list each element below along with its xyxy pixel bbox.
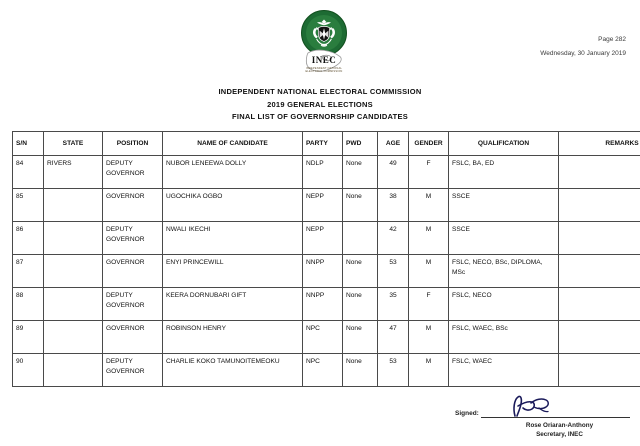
cell-qualification: SSCE — [449, 222, 559, 255]
column-header-pwd: PWD — [343, 132, 378, 156]
coat-of-arms-svg — [306, 15, 342, 51]
table-row — [13, 255, 640, 288]
page-meta — [540, 36, 626, 57]
cell-state — [44, 255, 103, 288]
cell-state: RIVERS — [44, 156, 103, 189]
cell-remarks — [559, 255, 640, 288]
column-header-gender: GENDER — [409, 132, 449, 156]
cell-party: NDLP — [303, 156, 343, 189]
cell-remarks — [559, 189, 640, 222]
cell-name: NWALI IKECHI — [163, 222, 303, 255]
inec-logo — [296, 10, 352, 76]
candidates-table — [12, 131, 640, 387]
cell-gender: M — [409, 255, 449, 288]
cell-age: 35 — [378, 288, 409, 321]
cell-qualification: FSLC, NECO, BSc, DIPLOMA, MSc — [449, 255, 559, 288]
column-header-position: POSITION — [103, 132, 163, 156]
cell-qualification: FSLC, BA, ED — [449, 156, 559, 189]
cell-pwd: None — [343, 321, 378, 354]
cell-gender: F — [409, 288, 449, 321]
candidates-table-wrap — [12, 131, 639, 387]
cell-gender: M — [409, 189, 449, 222]
column-header-state: STATE — [44, 132, 103, 156]
cell-position: DEPUTY GOVERNOR — [103, 288, 163, 321]
title-line-list: FINAL LIST OF GOVERNORSHIP CANDIDATES — [232, 112, 408, 121]
column-header-name: NAME OF CANDIDATE — [163, 132, 303, 156]
page-header — [0, 0, 640, 80]
signatory-details — [455, 421, 630, 439]
table-header-row — [13, 132, 640, 156]
column-header-age: AGE — [378, 132, 409, 156]
cell-qualification: SSCE — [449, 189, 559, 222]
cell-sn: 85 — [13, 189, 44, 222]
cell-state — [44, 222, 103, 255]
cell-qualification: FSLC, WAEC, BSc — [449, 321, 559, 354]
inec-wordmark-text: INEC — [311, 55, 337, 65]
cell-pwd — [343, 222, 378, 255]
column-header-qualification: QUALIFICATION — [449, 132, 559, 156]
cell-position: GOVERNOR — [103, 321, 163, 354]
signed-label: Signed: — [455, 410, 479, 417]
cell-name: ROBINSON HENRY — [163, 321, 303, 354]
table-row — [13, 222, 640, 255]
cell-age: 53 — [378, 354, 409, 387]
cell-age: 53 — [378, 255, 409, 288]
signature-line — [481, 395, 630, 418]
cell-state — [44, 321, 103, 354]
title-line-commission: INDEPENDENT NATIONAL ELECTORAL COMMISSION — [218, 87, 422, 96]
cell-name: KEERA DORNUBARI GIFT — [163, 288, 303, 321]
cell-sn: 89 — [13, 321, 44, 354]
signature-block — [455, 395, 630, 439]
cell-name: UGOCHIKA OGBO — [163, 189, 303, 222]
page-number: Page 282 — [598, 36, 626, 43]
cell-state — [44, 354, 103, 387]
cell-sn: 86 — [13, 222, 44, 255]
cell-age: 38 — [378, 189, 409, 222]
title-line-elections: 2019 GENERAL ELECTIONS — [267, 99, 373, 109]
cell-age: 42 — [378, 222, 409, 255]
seal-inner — [306, 15, 342, 51]
cell-gender: F — [409, 156, 449, 189]
cell-name: CHARLIE KOKO TAMUNOITEMEOKU — [163, 354, 303, 387]
cell-party: NEPP — [303, 189, 343, 222]
document-title-block — [0, 86, 640, 124]
cell-sn: 87 — [13, 255, 44, 288]
cell-remarks — [559, 288, 640, 321]
cell-pwd: None — [343, 354, 378, 387]
signature-row — [455, 395, 630, 418]
cell-party: NNPP — [303, 288, 343, 321]
table-row — [13, 321, 640, 354]
cell-party: NNPP — [303, 255, 343, 288]
cell-age: 49 — [378, 156, 409, 189]
cell-party: NPC — [303, 354, 343, 387]
nigeria-map-inec-wordmark — [299, 47, 349, 75]
cell-party: NEPP — [303, 222, 343, 255]
cell-gender: M — [409, 321, 449, 354]
cell-pwd: None — [343, 156, 378, 189]
cell-pwd: None — [343, 288, 378, 321]
cell-state — [44, 189, 103, 222]
cell-age: 47 — [378, 321, 409, 354]
document-date: Wednesday, 30 January 2019 — [540, 50, 626, 57]
cell-gender: M — [409, 354, 449, 387]
cell-qualification: FSLC, WAEC — [449, 354, 559, 387]
cell-remarks — [559, 156, 640, 189]
table-row — [13, 354, 640, 387]
cell-sn: 84 — [13, 156, 44, 189]
column-header-party: PARTY — [303, 132, 343, 156]
cell-party: NPC — [303, 321, 343, 354]
table-row — [13, 288, 640, 321]
signatory-role: Secretary, INEC — [536, 431, 583, 438]
cell-pwd: None — [343, 189, 378, 222]
cell-remarks — [559, 354, 640, 387]
cell-name: NUBOR LENEEWA DOLLY — [163, 156, 303, 189]
table-body — [13, 156, 640, 387]
cell-state — [44, 288, 103, 321]
cell-name: ENYI PRINCEWILL — [163, 255, 303, 288]
table-head — [13, 132, 640, 156]
cell-position: DEPUTY GOVERNOR — [103, 222, 163, 255]
cell-position: GOVERNOR — [103, 255, 163, 288]
cell-sn: 90 — [13, 354, 44, 387]
cell-qualification: FSLC, NECO — [449, 288, 559, 321]
column-header-remarks: REMARKS — [559, 132, 640, 156]
signature-svg — [509, 394, 555, 418]
cell-position: DEPUTY GOVERNOR — [103, 354, 163, 387]
inec-logo-subtext: INDEPENDENT NATIONAL ELECTORAL COMMISSION — [305, 67, 343, 73]
table-row — [13, 189, 640, 222]
cell-gender: M — [409, 222, 449, 255]
cell-position: DEPUTY GOVERNOR — [103, 156, 163, 189]
handwritten-signature-icon — [509, 394, 555, 418]
cell-pwd: None — [343, 255, 378, 288]
cell-remarks — [559, 222, 640, 255]
cell-position: GOVERNOR — [103, 189, 163, 222]
signatory-name: Rose Oriaran-Anthony — [525, 422, 594, 429]
cell-sn: 88 — [13, 288, 44, 321]
column-header-sn: S/N — [13, 132, 44, 156]
cell-remarks — [559, 321, 640, 354]
table-row — [13, 156, 640, 189]
